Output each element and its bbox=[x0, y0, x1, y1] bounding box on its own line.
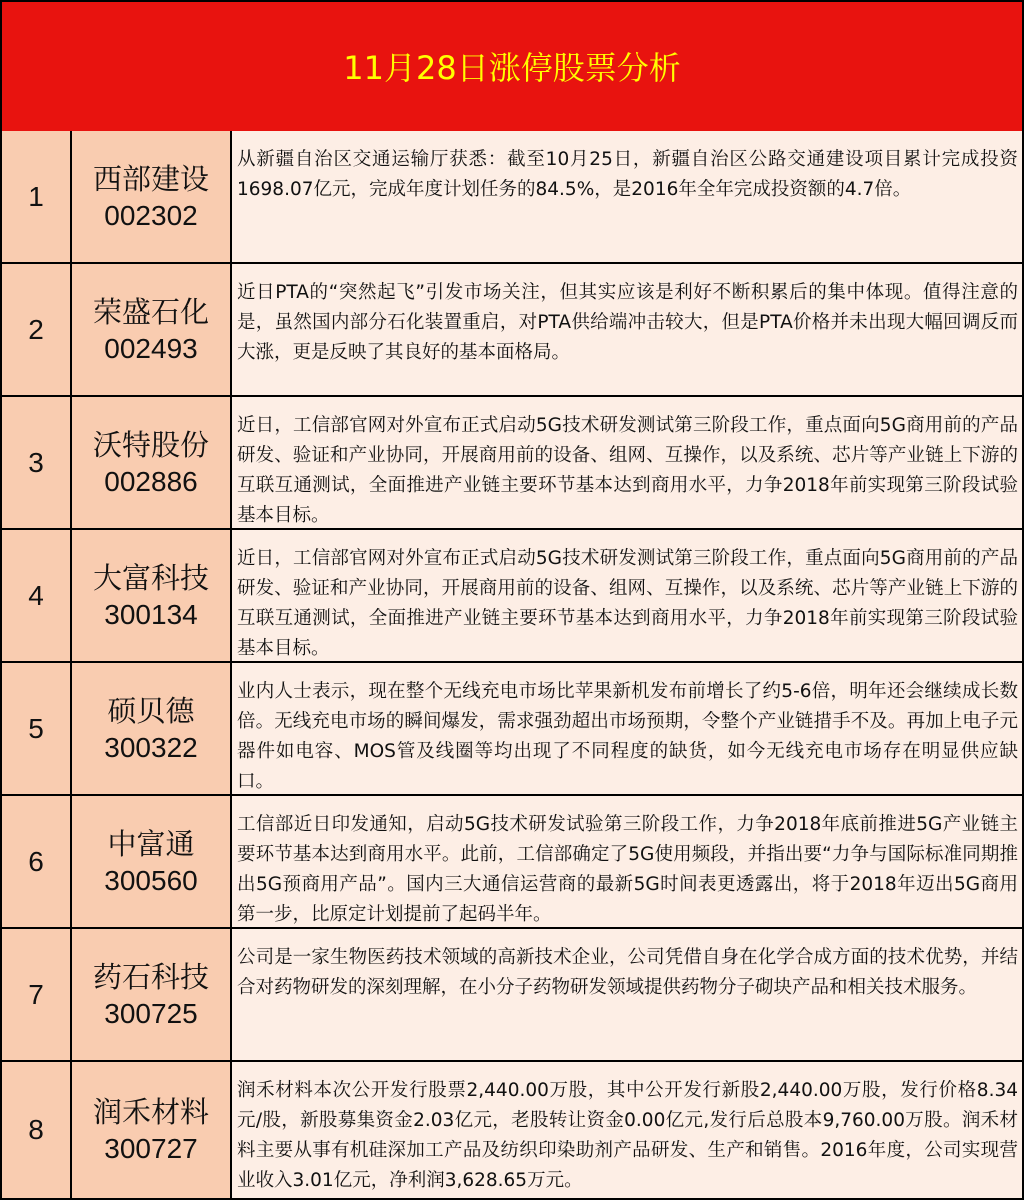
stock-code: 002886 bbox=[104, 465, 198, 497]
table-row bbox=[0, 397, 1024, 530]
stock-code: 300725 bbox=[104, 997, 198, 1029]
stock-description: 润禾材料本次公开发行股票2,440.00万股，其中公开发行新股2,440.00万股，发行价格8.34元/股，新股募集资金2.03亿元，老股转让资金0.00亿元,发行后总股本9,760.00万股。润禾材料主要从事有机硅深加工产品及纺织印染助剂产品研发、生产和销售。2016年度，公司实现营业收入3.01亿元，净利润3,628.65万元。 bbox=[232, 1062, 1024, 1198]
table-row bbox=[0, 264, 1024, 397]
row-index: 8 bbox=[0, 1062, 72, 1198]
stock-name: 大富科技 bbox=[92, 560, 209, 595]
stock-code: 300322 bbox=[104, 731, 198, 763]
table-row bbox=[0, 929, 1024, 1062]
table-row bbox=[0, 1062, 1024, 1200]
row-index: 5 bbox=[0, 663, 72, 794]
stock-cell bbox=[72, 929, 232, 1060]
table-row bbox=[0, 131, 1024, 264]
stock-description: 近日PTA的“突然起飞”引发市场关注，但其实应该是利好不断积累后的集中体现。值得注意的是，虽然国内部分石化装置重启，对PTA供给端冲击较大，但是PTA价格并未出现大幅回调反而大涨，更是反映了其良好的基本面格局。 bbox=[232, 264, 1024, 395]
stock-code: 002302 bbox=[104, 199, 198, 231]
stock-name: 西部建设 bbox=[92, 161, 209, 196]
row-index: 3 bbox=[0, 397, 72, 528]
stock-cell bbox=[72, 530, 232, 661]
stock-cell bbox=[72, 1062, 232, 1198]
stock-code: 300727 bbox=[104, 1133, 198, 1164]
stock-description: 公司是一家生物医药技术领域的高新技术企业，公司凭借自身在化学合成方面的技术优势，并结合对药物研发的深刻理解，在小分子药物研发领域提供药物分子砌块产品和相关技术服务。 bbox=[232, 929, 1024, 1060]
title-banner bbox=[0, 0, 1024, 133]
stock-cell bbox=[72, 796, 232, 927]
stock-description: 近日，工信部官网对外宣布正式启动5G技术研发测试第三阶段工作，重点面向5G商用前的产品研发、验证和产业协同，开展商用前的设备、组网、互操作，以及系统、芯片等产业链上下游的互联互通测试，全面推进产业链主要环节基本达到商用水平，力争2018年前实现第三阶段试验基本目标。 bbox=[232, 397, 1024, 528]
stock-name: 荣盛石化 bbox=[92, 294, 209, 329]
stock-name: 沃特股份 bbox=[92, 427, 209, 462]
table-row bbox=[0, 663, 1024, 796]
row-index: 2 bbox=[0, 264, 72, 395]
table-row bbox=[0, 796, 1024, 929]
stock-cell bbox=[72, 663, 232, 794]
stock-code: 300560 bbox=[104, 864, 198, 896]
stock-cell bbox=[72, 397, 232, 528]
stock-cell bbox=[72, 264, 232, 395]
stock-description: 近日，工信部官网对外宣布正式启动5G技术研发测试第三阶段工作，重点面向5G商用前的产品研发、验证和产业协同，开展商用前的设备、组网、互操作，以及系统、芯片等产业链上下游的互联互通测试，全面推进产业链主要环节基本达到商用水平，力争2018年前实现第三阶段试验基本目标。 bbox=[232, 530, 1024, 661]
row-index: 7 bbox=[0, 929, 72, 1060]
stock-code: 002493 bbox=[104, 332, 198, 364]
row-index: 4 bbox=[0, 530, 72, 661]
page-title: 11月28日涨停股票分析 bbox=[343, 48, 681, 87]
stock-description: 业内人士表示，现在整个无线充电市场比苹果新机发布前增长了约5-6倍，明年还会继续成长数倍。无线充电市场的瞬间爆发，需求强劲超出市场预期，令整个产业链措手不及。再加上电子元器件如电容、MOS管及线圈等均出现了不同程度的缺货，如今无线充电市场存在明显供应缺口。 bbox=[232, 663, 1024, 794]
row-index: 6 bbox=[0, 796, 72, 927]
table-row bbox=[0, 530, 1024, 663]
stock-description: 从新疆自治区交通运输厅获悉：截至10月25日，新疆自治区公路交通建设项目累计完成投资1698.07亿元，完成年度计划任务的84.5%，是2016年全年完成投资额的4.7倍。 bbox=[232, 131, 1024, 262]
stock-name: 中富通 bbox=[107, 826, 195, 861]
stock-name: 药石科技 bbox=[92, 959, 209, 994]
stock-name: 润禾材料 bbox=[92, 1095, 209, 1129]
stock-name: 硕贝德 bbox=[107, 693, 195, 728]
stock-code: 300134 bbox=[104, 598, 198, 630]
stock-description: 工信部近日印发通知，启动5G技术研发试验第三阶段工作，力争2018年底前推进5G产业链主要环节基本达到商用水平。此前，工信部确定了5G使用频段，并指出要“力争与国际标准同期推出5G预商用产品”。国内三大通信运营商的最新5G时间表更透露出，将于2018年迈出5G商用第一步，比原定计划提前了起码半年。 bbox=[232, 796, 1024, 927]
stock-table bbox=[0, 131, 1024, 1200]
row-index: 1 bbox=[0, 131, 72, 262]
stock-cell bbox=[72, 131, 232, 262]
